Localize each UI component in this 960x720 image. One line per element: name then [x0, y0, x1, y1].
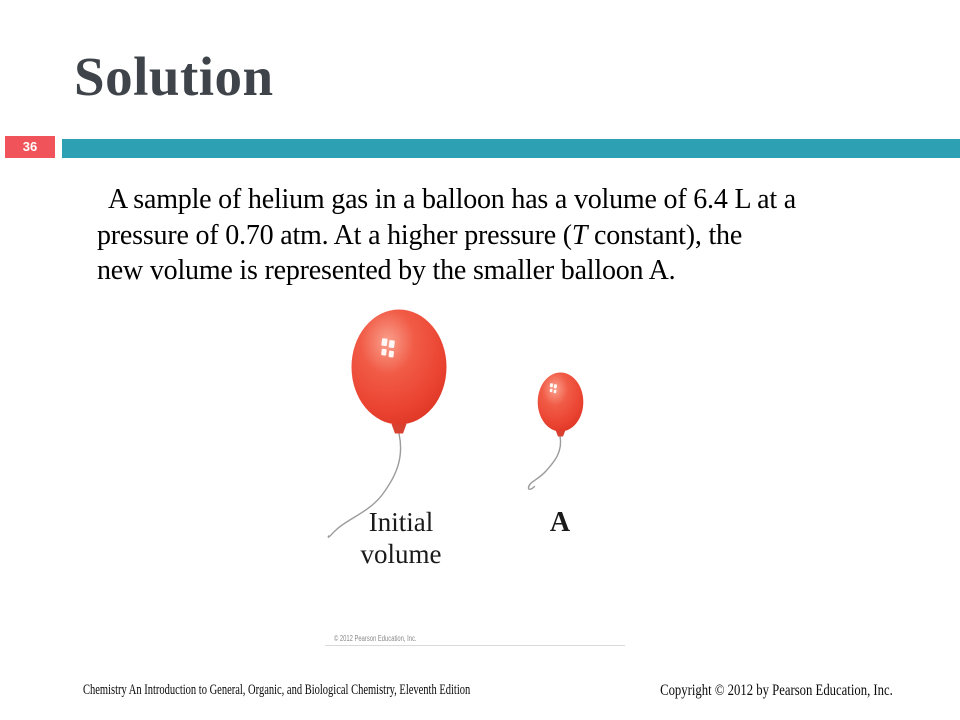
footer-copyright: Copyright © 2012 by Pearson Education, Inc.	[660, 682, 893, 699]
large-balloon	[352, 310, 447, 425]
body-line-3: new volume is represented by the smaller balloon A.	[97, 255, 676, 286]
large-balloon-knot	[392, 422, 407, 433]
accent-bar	[62, 139, 960, 158]
page-number-badge: 36	[5, 136, 55, 158]
small-balloon	[538, 373, 584, 432]
small-balloon-label: A	[549, 507, 571, 538]
figure-bottom-border	[325, 645, 625, 646]
body-line-2-italic-t: T	[571, 219, 588, 251]
large-balloon-highlight	[380, 338, 396, 358]
figure-credit: © 2012 Pearson Education, Inc.	[334, 634, 417, 643]
body-line-2-post: constant), the	[587, 219, 743, 251]
large-balloon-label	[321, 506, 481, 570]
body-paragraph	[97, 182, 796, 289]
large-balloon-label-line-1: Initial	[368, 507, 434, 537]
body-line-2-pre: pressure of 0.70 atm. At a higher pressure (	[97, 219, 572, 251]
small-balloon-string	[528, 436, 560, 489]
body-line-2	[97, 218, 796, 254]
small-balloon-knot	[556, 429, 566, 437]
body-line-1: A sample of helium gas in a balloon has a volume of 6.4 L at a	[108, 184, 796, 215]
slide-title: Solution	[74, 46, 274, 107]
large-balloon-label-line-2: volume	[360, 539, 442, 569]
footer-book-title: Chemistry An Introduction to General, Organic, and Biological Chemistry, Eleventh Edition	[83, 682, 471, 698]
small-balloon-highlight	[549, 383, 557, 393]
